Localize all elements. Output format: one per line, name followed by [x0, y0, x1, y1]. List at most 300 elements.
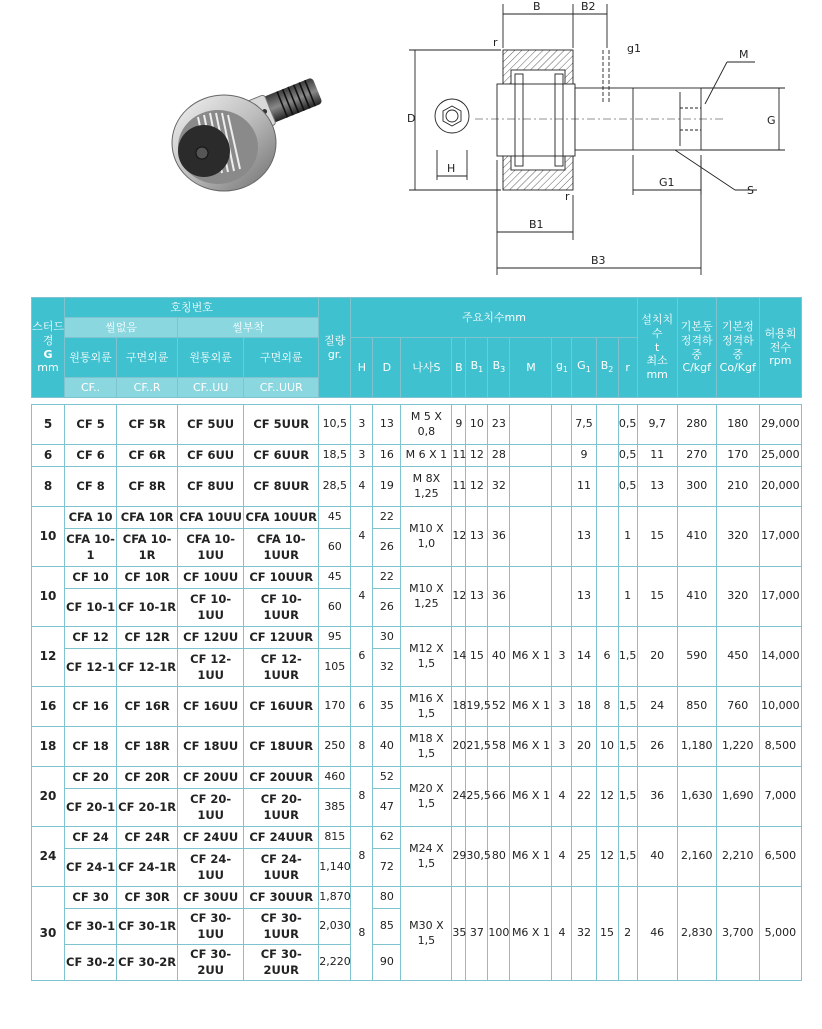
cell-b2: 12 — [596, 767, 618, 827]
cell-b3: 52 — [488, 687, 510, 727]
cell-cf: CF 24 — [65, 827, 117, 849]
cell-t: 9,7 — [637, 405, 677, 445]
cell-b3: 23 — [488, 405, 510, 445]
cell-cfr: CF 20-1R — [117, 789, 178, 827]
cell-b1: 10 — [466, 405, 488, 445]
cell-D: 35 — [373, 687, 401, 727]
cell-co: 2,210 — [716, 827, 759, 887]
cell-co: 450 — [716, 627, 759, 687]
cell-b3: 32 — [488, 467, 510, 507]
cell-D: 90 — [373, 945, 401, 981]
cell-r: 1,5 — [618, 687, 637, 727]
header-call-no: 호칭번호 — [65, 298, 319, 318]
label-B2: B2 — [581, 0, 596, 13]
cell-D: 26 — [373, 589, 401, 627]
cell-weight: 2,220 — [319, 945, 351, 981]
cell-D: 72 — [373, 849, 401, 887]
header-M: M — [510, 338, 552, 398]
cell-cfr: CF 6R — [117, 445, 178, 467]
cell-b3: 80 — [488, 827, 510, 887]
label-H: H — [447, 162, 456, 175]
cell-H: 8 — [351, 827, 373, 887]
cell-weight: 1,140 — [319, 849, 351, 887]
cell-D: 52 — [373, 767, 401, 789]
cell-s: M 8X 1,25 — [401, 467, 452, 507]
header-stat-load: 기본정정격하중 Co/Kgf — [716, 298, 759, 398]
cell-G1: 14 — [572, 627, 596, 687]
cell-cfr: CF 8R — [117, 467, 178, 507]
cell-cfr: CF 12-1R — [117, 649, 178, 687]
cell-b1: 21,5 — [466, 727, 488, 767]
cell-cfuu: CF 24UU — [178, 827, 244, 849]
cell-cf: CF 18 — [65, 727, 117, 767]
cell-cfuur: CF 30-1UUR — [244, 909, 319, 945]
cell-cf: CF 6 — [65, 445, 117, 467]
cell-s: M16 X 1,5 — [401, 687, 452, 727]
header-cfuur: CF..UUR — [244, 378, 319, 398]
cell-cfuur: CF 6UUR — [244, 445, 319, 467]
cell-cfr: CF 10R — [117, 567, 178, 589]
cell-cfuur: CF 5UUR — [244, 405, 319, 445]
cell-b1: 15 — [466, 627, 488, 687]
cell-rpm: 20,000 — [759, 467, 801, 507]
cell-r: 1,5 — [618, 627, 637, 687]
cell-t: 36 — [637, 767, 677, 827]
header-stud-dia: 스터드경 G mm — [32, 298, 65, 398]
header-speed: 허용회전수 rpm — [759, 298, 801, 398]
cell-b1: 37 — [466, 887, 488, 981]
cell-b: 9 — [452, 405, 466, 445]
cell-cfuu: CF 12UU — [178, 627, 244, 649]
cell-b2: 12 — [596, 827, 618, 887]
cell-cfuu: CF 30-2UU — [178, 945, 244, 981]
cell-s: M18 X 1,5 — [401, 727, 452, 767]
cell-t: 15 — [637, 567, 677, 627]
cell-weight: 28,5 — [319, 467, 351, 507]
cell-b: 35 — [452, 887, 466, 981]
table-row — [32, 507, 802, 529]
header-no-seal: 씰없음 — [65, 318, 178, 338]
dimension-drawing — [395, 0, 815, 280]
label-G1: G1 — [659, 176, 675, 189]
cell-cfuu: CF 24-1UU — [178, 849, 244, 887]
cell-s: M24 X 1,5 — [401, 827, 452, 887]
cell-D: 13 — [373, 405, 401, 445]
cell-c: 270 — [677, 445, 716, 467]
cell-weight: 10,5 — [319, 405, 351, 445]
cell-D: 80 — [373, 887, 401, 909]
table-row — [32, 887, 802, 909]
header-cfuu: CF..UU — [178, 378, 244, 398]
cell-H: 4 — [351, 507, 373, 567]
cell-cf: CF 24-1 — [65, 849, 117, 887]
cell-cfuur: CF 30UUR — [244, 887, 319, 909]
cell-co: 180 — [716, 405, 759, 445]
cell-t: 24 — [637, 687, 677, 727]
cam-follower-spec-table — [31, 297, 802, 981]
cell-rpm: 10,000 — [759, 687, 801, 727]
cell-cf: CF 30 — [65, 887, 117, 909]
cell-m — [510, 405, 552, 445]
cell-H: 8 — [351, 767, 373, 827]
cell-cfr: CF 10-1R — [117, 589, 178, 627]
label-r-top: r — [493, 36, 498, 49]
cell-cfuur: CF 24-1UUR — [244, 849, 319, 887]
cell-cf: CF 16 — [65, 687, 117, 727]
table-row — [32, 405, 802, 445]
cell-H: 6 — [351, 627, 373, 687]
header-cyl-outer-seal: 원통외륜 — [178, 338, 244, 378]
cell-b3: 58 — [488, 727, 510, 767]
cell-cfuu: CF 6UU — [178, 445, 244, 467]
cell-b1: 30,5 — [466, 827, 488, 887]
cell-cfr: CF 5R — [117, 405, 178, 445]
cell-cfuur: CF 10-1UUR — [244, 589, 319, 627]
cell-co: 1,690 — [716, 767, 759, 827]
cell-D: 40 — [373, 727, 401, 767]
cell-t: 15 — [637, 507, 677, 567]
cell-cfr: CF 30-2R — [117, 945, 178, 981]
cell-g1 — [552, 567, 572, 627]
cell-H: 6 — [351, 687, 373, 727]
cell-b: 12 — [452, 507, 466, 567]
cell-b2 — [596, 467, 618, 507]
cell-weight: 385 — [319, 789, 351, 827]
cell-cfr: CF 16R — [117, 687, 178, 727]
table-row — [32, 567, 802, 589]
cell-c: 2,160 — [677, 827, 716, 887]
cell-D: 62 — [373, 827, 401, 849]
cell-cfuur: CF 10UUR — [244, 567, 319, 589]
cell-c: 410 — [677, 567, 716, 627]
cell-cf: CF 30-1 — [65, 909, 117, 945]
header-dyn-load: 기본동정격하중 C/kgf — [677, 298, 716, 398]
cell-s: M30 X 1,5 — [401, 887, 452, 981]
cell-m: M6 X 1 — [510, 887, 552, 981]
cell-cfr: CFA 10-1R — [117, 529, 178, 567]
cell-b: 12 — [452, 567, 466, 627]
cell-b: 11 — [452, 467, 466, 507]
cell-cf: CF 12 — [65, 627, 117, 649]
cell-cfr: CF 18R — [117, 727, 178, 767]
cell-r: 1,5 — [618, 767, 637, 827]
cell-b3: 28 — [488, 445, 510, 467]
cell-weight: 460 — [319, 767, 351, 789]
cell-m — [510, 445, 552, 467]
cell-r: 0,5 — [618, 467, 637, 507]
cell-cfr: CF 30-1R — [117, 909, 178, 945]
cell-H: 4 — [351, 467, 373, 507]
cell-D: 47 — [373, 789, 401, 827]
cell-weight: 170 — [319, 687, 351, 727]
cell-m: M6 X 1 — [510, 727, 552, 767]
cell-cfr: CF 24R — [117, 827, 178, 849]
cell-g1: 4 — [552, 887, 572, 981]
header-H: H — [351, 338, 373, 398]
cell-m — [510, 467, 552, 507]
cell-H: 8 — [351, 887, 373, 981]
header-cyl-outer: 원통외륜 — [65, 338, 117, 378]
cell-cf: CF 20 — [65, 767, 117, 789]
cell-cfuur: CF 8UUR — [244, 467, 319, 507]
cell-r: 1 — [618, 507, 637, 567]
cell-stud-dia: 8 — [32, 467, 65, 507]
cell-g1: 3 — [552, 627, 572, 687]
cell-rpm: 17,000 — [759, 567, 801, 627]
label-B1: B1 — [529, 218, 544, 231]
header-D: D — [373, 338, 401, 398]
cell-g1: 4 — [552, 827, 572, 887]
cell-rpm: 8,500 — [759, 727, 801, 767]
cell-b1: 19,5 — [466, 687, 488, 727]
table-row — [32, 687, 802, 727]
cell-weight: 105 — [319, 649, 351, 687]
label-r-bottom: r — [565, 190, 570, 203]
label-B: B — [533, 0, 541, 13]
cell-H: 3 — [351, 445, 373, 467]
header-with-seal: 씰부착 — [178, 318, 319, 338]
cell-cfr: CF 20R — [117, 767, 178, 789]
header-r: r — [618, 338, 637, 398]
cell-cfr: CFA 10R — [117, 507, 178, 529]
header-main-dims: 주요치수mm — [351, 298, 637, 338]
cam-follower-product-illustration — [152, 55, 332, 195]
cell-cfuu: CFA 10UU — [178, 507, 244, 529]
cell-r: 0,5 — [618, 445, 637, 467]
cell-r: 1 — [618, 567, 637, 627]
cell-G1: 13 — [572, 507, 596, 567]
header-sph-outer-seal: 구면외륜 — [244, 338, 319, 378]
cell-b3: 36 — [488, 567, 510, 627]
cell-s: M 6 X 1 — [401, 445, 452, 467]
cell-stud-dia: 30 — [32, 887, 65, 981]
cell-s: M20 X 1,5 — [401, 767, 452, 827]
header-B3: $B_3$ — [488, 338, 510, 398]
cell-rpm: 17,000 — [759, 507, 801, 567]
cell-cfuu: CF 12-1UU — [178, 649, 244, 687]
cell-c: 1,630 — [677, 767, 716, 827]
cell-cfuur: CF 12-1UUR — [244, 649, 319, 687]
cell-m — [510, 567, 552, 627]
cell-D: 85 — [373, 909, 401, 945]
cell-G1: 25 — [572, 827, 596, 887]
cell-stud-dia: 6 — [32, 445, 65, 467]
table-row — [32, 467, 802, 507]
cell-g1: 4 — [552, 767, 572, 827]
cell-g1 — [552, 405, 572, 445]
cell-r: 0,5 — [618, 405, 637, 445]
cell-cf: CF 30-2 — [65, 945, 117, 981]
label-g1: g1 — [627, 42, 641, 55]
cell-b: 18 — [452, 687, 466, 727]
header-g1: $g_1$ — [552, 338, 572, 398]
cell-r: 2 — [618, 887, 637, 981]
cell-cfuu: CF 30UU — [178, 887, 244, 909]
spec-table-body — [32, 398, 802, 981]
header-screw-S: 나사S — [401, 338, 452, 398]
cell-c: 1,180 — [677, 727, 716, 767]
cell-m: M6 X 1 — [510, 827, 552, 887]
table-row — [32, 767, 802, 789]
cell-cfuu: CF 18UU — [178, 727, 244, 767]
table-row — [32, 727, 802, 767]
cell-weight: 45 — [319, 507, 351, 529]
cell-cfuu: CFA 10-1UU — [178, 529, 244, 567]
cell-b1: 25,5 — [466, 767, 488, 827]
cell-G1: 18 — [572, 687, 596, 727]
cell-G1: 20 — [572, 727, 596, 767]
cell-stud-dia: 24 — [32, 827, 65, 887]
cell-b1: 13 — [466, 567, 488, 627]
cell-m: M6 X 1 — [510, 627, 552, 687]
cell-cfr: CF 12R — [117, 627, 178, 649]
cell-c: 590 — [677, 627, 716, 687]
cell-m: M6 X 1 — [510, 767, 552, 827]
cell-cfuu: CF 8UU — [178, 467, 244, 507]
cell-D: 26 — [373, 529, 401, 567]
cell-co: 3,700 — [716, 887, 759, 981]
cell-c: 300 — [677, 467, 716, 507]
cell-cfuu: CF 30-1UU — [178, 909, 244, 945]
cell-c: 280 — [677, 405, 716, 445]
cell-G1: 32 — [572, 887, 596, 981]
cell-stud-dia: 18 — [32, 727, 65, 767]
cell-cf: CF 10-1 — [65, 589, 117, 627]
label-B3: B3 — [591, 254, 606, 267]
cell-b1: 12 — [466, 467, 488, 507]
cell-c: 410 — [677, 507, 716, 567]
cell-cfuur: CF 16UUR — [244, 687, 319, 727]
cell-b1: 13 — [466, 507, 488, 567]
cell-cfuu: CF 16UU — [178, 687, 244, 727]
header-cfr: CF..R — [117, 378, 178, 398]
header-G1: $G_1$ — [572, 338, 596, 398]
cell-weight: 2,030 — [319, 909, 351, 945]
cell-stud-dia: 10 — [32, 507, 65, 567]
cell-cf: CF 5 — [65, 405, 117, 445]
cell-b2 — [596, 405, 618, 445]
cell-b: 29 — [452, 827, 466, 887]
cell-D: 32 — [373, 649, 401, 687]
cell-weight: 95 — [319, 627, 351, 649]
cell-cf: CF 20-1 — [65, 789, 117, 827]
cell-stud-dia: 20 — [32, 767, 65, 827]
cell-b3: 40 — [488, 627, 510, 687]
cell-r: 1,5 — [618, 727, 637, 767]
cell-g1 — [552, 467, 572, 507]
cell-rpm: 14,000 — [759, 627, 801, 687]
cell-cf: CF 10 — [65, 567, 117, 589]
cell-H: 3 — [351, 405, 373, 445]
cell-weight: 60 — [319, 529, 351, 567]
cell-s: M10 X 1,25 — [401, 567, 452, 627]
cell-weight: 18,5 — [319, 445, 351, 467]
header-B2: $B_2$ — [596, 338, 618, 398]
cell-b2 — [596, 567, 618, 627]
cell-cfuu: CF 5UU — [178, 405, 244, 445]
cell-b2: 10 — [596, 727, 618, 767]
cell-cfuu: CF 10-1UU — [178, 589, 244, 627]
cell-cf: CF 12-1 — [65, 649, 117, 687]
cell-cfuur: CF 18UUR — [244, 727, 319, 767]
cell-t: 46 — [637, 887, 677, 981]
cell-cf: CF 8 — [65, 467, 117, 507]
cell-co: 760 — [716, 687, 759, 727]
cell-stud-dia: 12 — [32, 627, 65, 687]
cell-b: 20 — [452, 727, 466, 767]
cell-D: 22 — [373, 507, 401, 529]
cell-co: 320 — [716, 567, 759, 627]
cell-weight: 1,870 — [319, 887, 351, 909]
cell-D: 22 — [373, 567, 401, 589]
cell-g1 — [552, 507, 572, 567]
cell-g1 — [552, 445, 572, 467]
cell-b: 24 — [452, 767, 466, 827]
cell-H: 8 — [351, 727, 373, 767]
cell-rpm: 25,000 — [759, 445, 801, 467]
cell-weight: 250 — [319, 727, 351, 767]
cell-b: 11 — [452, 445, 466, 467]
cell-co: 1,220 — [716, 727, 759, 767]
header-cf: CF.. — [65, 378, 117, 398]
cell-g1: 3 — [552, 727, 572, 767]
label-D: D — [407, 112, 416, 125]
cell-r: 1,5 — [618, 827, 637, 887]
header-B1: $B_1$ — [466, 338, 488, 398]
cell-s: M10 X 1,0 — [401, 507, 452, 567]
cell-t: 40 — [637, 827, 677, 887]
cell-co: 320 — [716, 507, 759, 567]
cell-cfr: CF 24-1R — [117, 849, 178, 887]
cell-s: M 5 X 0,8 — [401, 405, 452, 445]
cell-cfr: CF 30R — [117, 887, 178, 909]
cell-stud-dia: 10 — [32, 567, 65, 627]
cell-H: 4 — [351, 567, 373, 627]
cell-cfuur: CF 20UUR — [244, 767, 319, 789]
cell-rpm: 6,500 — [759, 827, 801, 887]
cell-m — [510, 507, 552, 567]
cell-b1: 12 — [466, 445, 488, 467]
cell-s: M12 X 1,5 — [401, 627, 452, 687]
cell-b2 — [596, 507, 618, 567]
cell-G1: 13 — [572, 567, 596, 627]
cell-stud-dia: 5 — [32, 405, 65, 445]
cell-cfuur: CF 12UUR — [244, 627, 319, 649]
cell-cfuu: CF 20-1UU — [178, 789, 244, 827]
label-G: G — [767, 114, 776, 127]
label-S: S — [747, 184, 754, 197]
cell-weight: 815 — [319, 827, 351, 849]
table-row — [32, 627, 802, 649]
cell-b2: 15 — [596, 887, 618, 981]
cell-G1: 22 — [572, 767, 596, 827]
cell-t: 20 — [637, 627, 677, 687]
cell-D: 30 — [373, 627, 401, 649]
cell-cfuur: CF 24UUR — [244, 827, 319, 849]
cell-c: 850 — [677, 687, 716, 727]
cell-g1: 3 — [552, 687, 572, 727]
cell-m: M6 X 1 — [510, 687, 552, 727]
cell-G1: 7,5 — [572, 405, 596, 445]
cell-rpm: 5,000 — [759, 887, 801, 981]
label-M: M — [739, 48, 749, 61]
cell-b3: 100 — [488, 887, 510, 981]
cell-G1: 11 — [572, 467, 596, 507]
cell-t: 26 — [637, 727, 677, 767]
cell-weight: 60 — [319, 589, 351, 627]
header-B: B — [452, 338, 466, 398]
header-install: 설치치수 t 최소 mm — [637, 298, 677, 398]
